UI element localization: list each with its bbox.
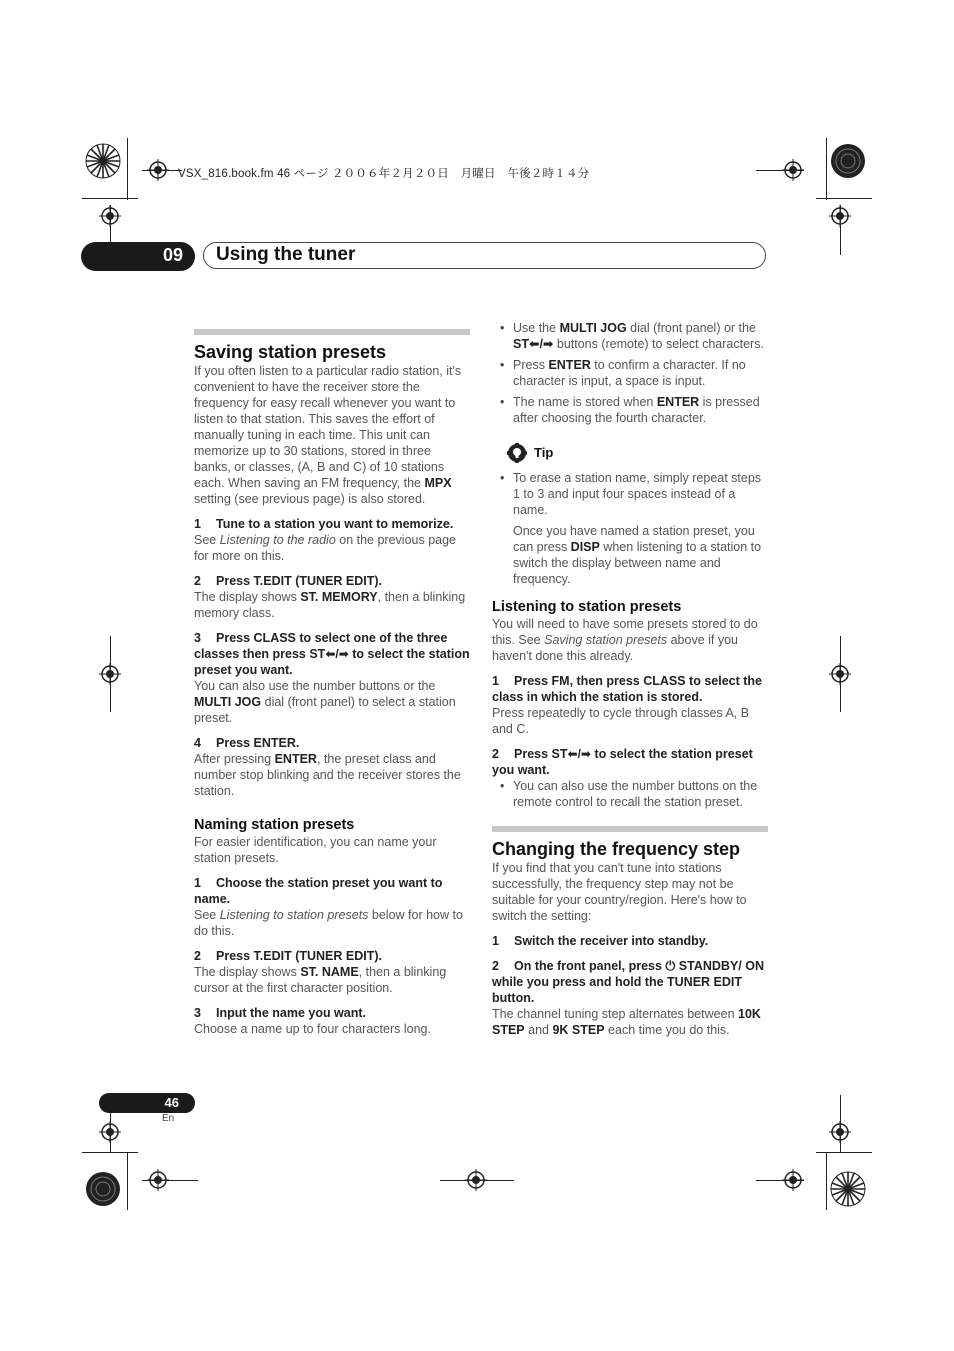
crop-mark <box>816 1152 872 1153</box>
step-heading: 1 Tune to a station you want to memorize. <box>194 517 454 531</box>
subsection-title: Naming station presets <box>194 817 355 833</box>
registration-mark-icon <box>99 663 121 685</box>
tip-header <box>492 442 768 464</box>
paragraph: You can also use the number buttons or the MULTI JOG dial (front panel) to select a station preset. <box>194 679 456 725</box>
paragraph: The display shows ST. MEMORY, then a blinking memory class. <box>194 590 466 620</box>
starburst-mark-icon <box>830 143 866 179</box>
bullet-list <box>492 320 768 426</box>
list-item: • You can also use the number buttons on the remote control to recall the station preset. <box>492 778 768 810</box>
registration-mark-icon <box>99 205 121 227</box>
paragraph: Choose a name up to four characters long. <box>194 1022 431 1036</box>
step-heading: 1 Press FM, then press CLASS to select the class in which the station is stored. <box>492 674 762 704</box>
starburst-mark-icon <box>85 143 121 179</box>
page-number-badge <box>99 1093 195 1113</box>
crop-mark <box>826 138 827 200</box>
paragraph: The display shows ST. NAME, then a blinking cursor at the first character position. <box>194 965 447 995</box>
page-language: En <box>162 1113 175 1124</box>
paragraph: If you often listen to a particular radio station, it's convenient to have the receiver store the frequency for easy recall whenever you want to listen to that station. This saves the effort of manually tuning in each time. This unit can memorize up to 30 stations, stored in three banks, or classes, (A, B and C) of 10 stations each. When saving an FM frequency, the MPX setting (see previous page) is also stored. <box>194 364 462 506</box>
registration-mark-icon <box>147 159 169 181</box>
bullet-list <box>492 778 768 810</box>
tip-label: Tip <box>534 445 554 460</box>
paragraph: Once you have named a station preset, you can press DISP when listening to a station to switch the display between name and frequency. <box>513 524 762 586</box>
page-number: 46 <box>164 1095 179 1110</box>
registration-mark-icon <box>829 663 851 685</box>
chapter-number-badge <box>81 242 195 271</box>
left-column <box>194 329 470 1037</box>
lightbulb-icon <box>506 442 528 464</box>
print-slug: VSX_816.book.fm 46 ページ ２００６年２月２０日 月曜日 午後２時１４分 <box>178 168 590 180</box>
step-heading: 3 Press CLASS to select one of the three classes then press ST⬅/➡ to select the station preset you want. <box>194 631 470 677</box>
step-heading: 2 Press ST⬅/➡ to select the station preset you want. <box>492 747 753 777</box>
paragraph: Press repeatedly to cycle through classes A, B and C. <box>492 706 750 736</box>
crop-mark <box>127 138 128 200</box>
step-heading: 2 Press T.EDIT (TUNER EDIT). <box>194 949 382 963</box>
list-item: • Use the MULTI JOG dial (front panel) or the ST⬅/➡ buttons (remote) to select characters. <box>492 320 768 352</box>
paragraph: The channel tuning step alternates between 10K STEP and 9K STEP each time you do this. <box>492 1007 761 1037</box>
paragraph: See Listening to the radio on the previous page for more on this. <box>194 533 457 563</box>
chapter-title: Using the tuner <box>216 244 356 265</box>
left-right-arrow-icon: ⬅/➡ <box>567 747 591 761</box>
step-heading: 1 Choose the station preset you want to name. <box>194 876 443 906</box>
paragraph: For easier identification, you can name your station presets. <box>194 835 437 865</box>
step-heading: 2 On the front panel, press ⏻ STANDBY/ ON while you press and hold the TUNER EDIT button. <box>492 959 764 1005</box>
list-item: • To erase a station name, simply repeat steps 1 to 3 and input four spaces instead of a name. <box>492 470 768 518</box>
registration-mark-icon <box>99 1121 121 1143</box>
paragraph: If you find that you can't tune into stations successfully, the frequency step may not be suitable for your country/region. Here's how to switch the setting: <box>492 861 747 923</box>
step-heading: 3 Input the name you want. <box>194 1006 367 1020</box>
crop-mark <box>127 1152 128 1210</box>
step-heading: 1 Switch the receiver into standby. <box>492 934 709 948</box>
crop-mark <box>816 198 872 199</box>
list-item: • The name is stored when ENTER is pressed after choosing the fourth character. <box>492 394 768 426</box>
registration-mark-icon <box>829 1121 851 1143</box>
step-heading: 2 Press T.EDIT (TUNER EDIT). <box>194 574 382 588</box>
starburst-mark-icon <box>85 1171 121 1207</box>
crop-mark <box>82 198 138 199</box>
list-item: • Press ENTER to confirm a character. If no character is input, a space is input. <box>492 357 768 389</box>
registration-mark-icon <box>782 159 804 181</box>
registration-mark-icon <box>782 1169 804 1191</box>
subsection-title: Listening to station presets <box>492 599 682 615</box>
registration-mark-icon <box>465 1169 487 1191</box>
section-rule <box>194 329 470 335</box>
registration-mark-icon <box>829 205 851 227</box>
step-heading: 4 Press ENTER. <box>194 736 300 750</box>
section-rule <box>492 826 768 832</box>
registration-mark-icon <box>147 1169 169 1191</box>
paragraph: You will need to have some presets stored to do this. See Saving station presets above if you haven't done this already. <box>492 617 758 663</box>
right-column <box>492 320 768 1038</box>
starburst-mark-icon <box>830 1171 866 1207</box>
section-title: Changing the frequency step <box>492 839 741 859</box>
power-icon: ⏻ <box>665 959 676 973</box>
chapter-title-box <box>203 242 766 269</box>
chapter-number: 09 <box>162 245 183 265</box>
section-title: Saving station presets <box>194 342 387 362</box>
paragraph: See Listening to station presets below for how to do this. <box>194 908 463 938</box>
crop-mark <box>82 1152 138 1153</box>
paragraph: After pressing ENTER, the preset class and number stop blinking and the receiver stores the station. <box>194 752 461 798</box>
left-right-arrow-icon: ⬅/➡ <box>325 647 349 661</box>
crop-mark <box>826 1152 827 1210</box>
tip-list <box>492 470 768 518</box>
